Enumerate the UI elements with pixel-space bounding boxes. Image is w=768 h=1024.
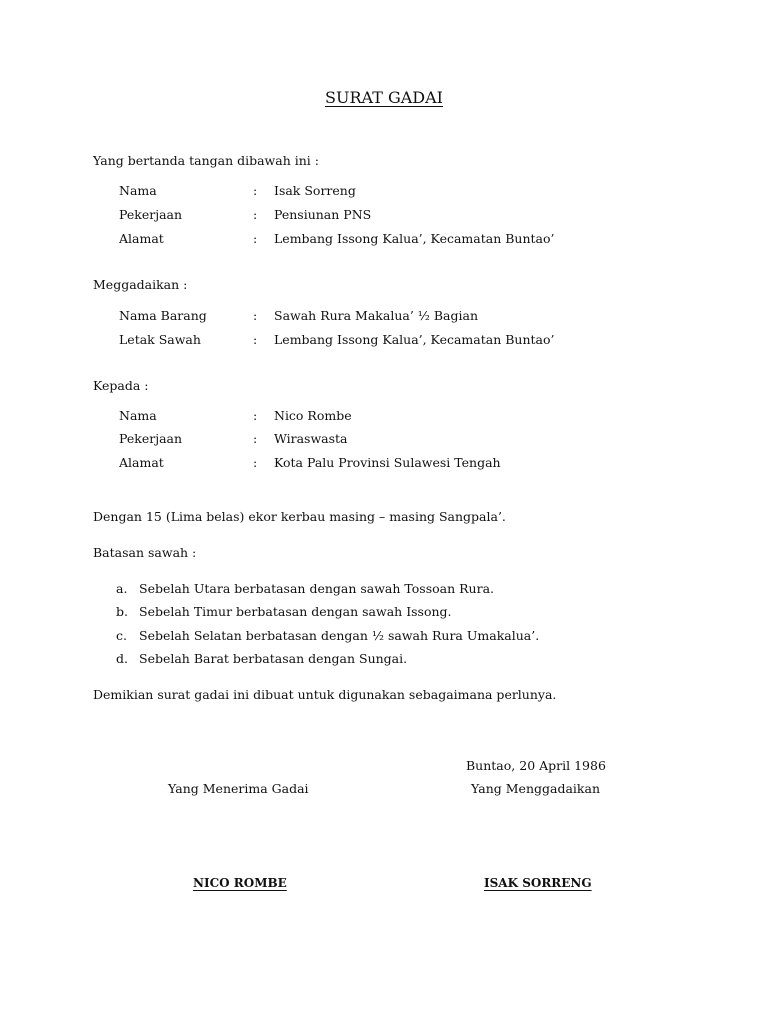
intro-batasan: Batasan sawah : (93, 545, 197, 560)
intro-penerima: Kepada : (93, 378, 149, 393)
pemberi-alamat-value: Lembang Issong Kalua’, Kecamatan Buntao’ (274, 231, 555, 246)
objek-letak-sawah-colon: : (253, 332, 258, 347)
intro-pemberi: Yang bertanda tangan dibawah ini : (93, 153, 319, 168)
batasan-item-selatan: Sebelah Selatan berbatasan dengan ½ sawah Rura Umakalua’. (139, 628, 540, 643)
batasan-marker-b: b. (116, 604, 128, 619)
consideration-text: Dengan 15 (Lima belas) ekor kerbau masing – masing Sangpala’. (93, 509, 506, 524)
intro-objek: Meggadaikan : (93, 277, 188, 292)
penerima-alamat-label: Alamat (119, 455, 164, 470)
document-title: SURAT GADAI (325, 88, 443, 107)
role-penerima-gadai: Yang Menerima Gadai (168, 781, 309, 796)
pemberi-pekerjaan-label: Pekerjaan (119, 207, 183, 222)
objek-nama-barang-label: Nama Barang (119, 308, 207, 323)
batasan-item-timur: Sebelah Timur berbatasan dengan sawah Issong. (139, 604, 452, 619)
pemberi-alamat-colon: : (253, 231, 258, 246)
pemberi-nama-value: Isak Sorreng (274, 183, 356, 198)
penerima-nama-value: Nico Rombe (274, 408, 352, 423)
place-date: Buntao, 20 April 1986 (466, 758, 606, 773)
signature-name-penerima: NICO ROMBE (193, 876, 287, 890)
objek-letak-sawah-label: Letak Sawah (119, 332, 201, 347)
penerima-pekerjaan-colon: : (253, 431, 258, 446)
pemberi-nama-label: Nama (119, 183, 157, 198)
penerima-pekerjaan-label: Pekerjaan (119, 431, 183, 446)
batasan-marker-a: a. (116, 581, 128, 596)
penerima-pekerjaan-value: Wiraswasta (274, 431, 348, 446)
closing-text: Demikian surat gadai ini dibuat untuk digunakan sebagaimana perlunya. (93, 687, 557, 702)
penerima-alamat-colon: : (253, 455, 258, 470)
pemberi-alamat-label: Alamat (119, 231, 164, 246)
pemberi-nama-colon: : (253, 183, 258, 198)
objek-letak-sawah-value: Lembang Issong Kalua’, Kecamatan Buntao’ (274, 332, 555, 347)
penerima-alamat-value: Kota Palu Provinsi Sulawesi Tengah (274, 455, 501, 470)
batasan-marker-d: d. (116, 651, 128, 666)
pemberi-pekerjaan-colon: : (253, 207, 258, 222)
penerima-nama-label: Nama (119, 408, 157, 423)
signature-name-penggadai: ISAK SORRENG (484, 876, 592, 890)
role-penggadai: Yang Menggadaikan (471, 781, 600, 796)
objek-nama-barang-colon: : (253, 308, 258, 323)
batasan-item-utara: Sebelah Utara berbatasan dengan sawah Tossoan Rura. (139, 581, 494, 596)
batasan-item-barat: Sebelah Barat berbatasan dengan Sungai. (139, 651, 408, 666)
penerima-nama-colon: : (253, 408, 258, 423)
objek-nama-barang-value: Sawah Rura Makalua’ ½ Bagian (274, 308, 479, 323)
batasan-marker-c: c. (116, 628, 127, 643)
pemberi-pekerjaan-value: Pensiunan PNS (274, 207, 372, 222)
